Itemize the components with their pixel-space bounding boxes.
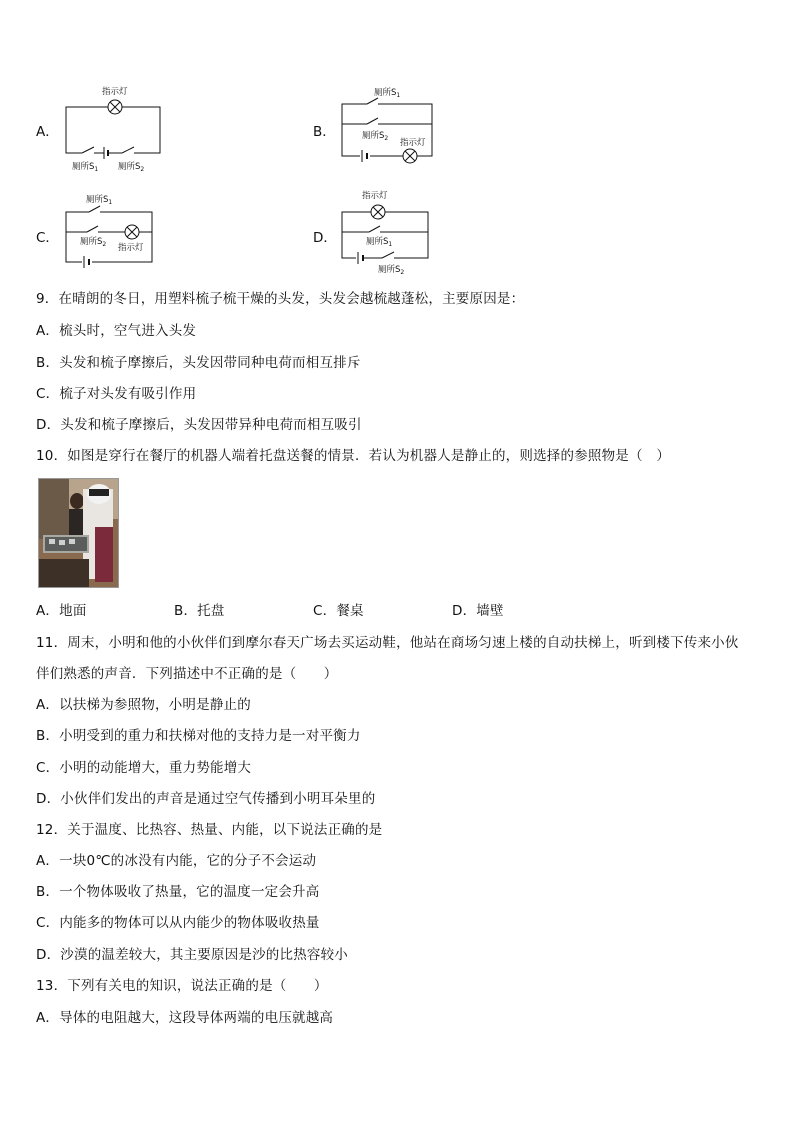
q10-option-d: D．墙壁: [452, 603, 504, 619]
robot-waiter-photo: [38, 478, 119, 588]
lamp-label: 指示灯: [118, 243, 144, 253]
lamp-label: 指示灯: [362, 191, 388, 201]
circuit-diagram-d: [336, 186, 436, 276]
switch-s2-label: 厕所$S_2$: [362, 131, 389, 142]
circuit-diagram-c: [60, 192, 160, 272]
option-c-label: C．: [36, 230, 59, 246]
q12-option-d: D．沙漠的温差较大，其主要原因是沙的比热容较小: [36, 947, 348, 963]
indicator-lamp-icon: [125, 225, 139, 239]
switch-s2-label: 厕所$S_2$: [378, 265, 405, 276]
q11-option-c: C．小明的动能增大，重力势能增大: [36, 760, 252, 776]
lamp-label: 指示灯: [102, 87, 128, 97]
q11-option-d: D．小伙伴们发出的声音是通过空气传播到小明耳朵里的: [36, 791, 376, 807]
q13-option-a: A．导体的电阻越大，这段导体两端的电压就越高: [36, 1010, 334, 1026]
switch-s2-label: 厕所$S_2$: [118, 162, 145, 173]
q9-option-d: D．头发和梳子摩擦后，头发因带异种电荷而相互吸引: [36, 417, 362, 433]
q11-stem-line2: 伴们熟悉的声音．下列描述中不正确的是（ ）: [36, 666, 338, 682]
switch-s1-label: 厕所$S_1$: [374, 88, 401, 99]
circuit-diagram-b: [336, 84, 446, 166]
q11-option-b: B．小明受到的重力和扶梯对他的支持力是一对平衡力: [36, 728, 361, 744]
switch-s2-label: 厕所$S_2$: [80, 237, 107, 248]
indicator-lamp-icon: [371, 205, 385, 219]
q9-option-a: A．梳头时，空气进入头发: [36, 323, 197, 339]
q10-stem: 10．如图是穿行在餐厅的机器人端着托盘送餐的情景．若认为机器人是静止的，则选择的参照物是（ ）: [36, 448, 671, 464]
indicator-lamp-icon: [108, 100, 122, 114]
circuit-diagram-a: [60, 84, 170, 174]
q12-stem: 12．关于温度、比热容、热量、内能，以下说法正确的是: [36, 822, 383, 838]
q10-option-a: A．地面: [36, 603, 87, 619]
switch-s1-label: 厕所$S_1$: [366, 237, 393, 248]
q10-option-c: C．餐桌: [313, 603, 364, 619]
switch-s1-label: 厕所$S_1$: [72, 162, 99, 173]
q9-option-b: B．头发和梳子摩擦后，头发因带同种电荷而相互排斥: [36, 355, 361, 371]
switch-s1-label: 厕所$S_1$: [86, 195, 113, 206]
q11-option-a: A．以扶梯为参照物，小明是静止的: [36, 697, 251, 713]
q9-stem: 9．在晴朗的冬日，用塑料梳子梳干燥的头发，头发会越梳越蓬松，主要原因是：: [36, 291, 525, 307]
indicator-lamp-icon: [403, 149, 417, 163]
q13-stem: 13．下列有关电的知识，说法正确的是（ ）: [36, 978, 328, 994]
q12-option-a: A．一块0℃的冰没有内能，它的分子不会运动: [36, 853, 317, 869]
q11-stem-line1: 11．周末，小明和他的小伙伴们到摩尔春天广场去买运动鞋，他站在商场匀速上楼的自动扶梯上，听到楼下传来小伙: [36, 635, 739, 651]
q12-option-b: B．一个物体吸收了热量，它的温度一定会升高: [36, 884, 320, 900]
lamp-label: 指示灯: [400, 138, 426, 148]
option-d-label: D．: [313, 230, 337, 246]
option-b-label: B．: [313, 124, 336, 140]
q9-option-c: C．梳子对头发有吸引作用: [36, 386, 197, 402]
q10-option-b: B．托盘: [174, 603, 225, 619]
q12-option-c: C．内能多的物体可以从内能少的物体吸收热量: [36, 915, 320, 931]
option-a-label: A．: [36, 124, 59, 140]
